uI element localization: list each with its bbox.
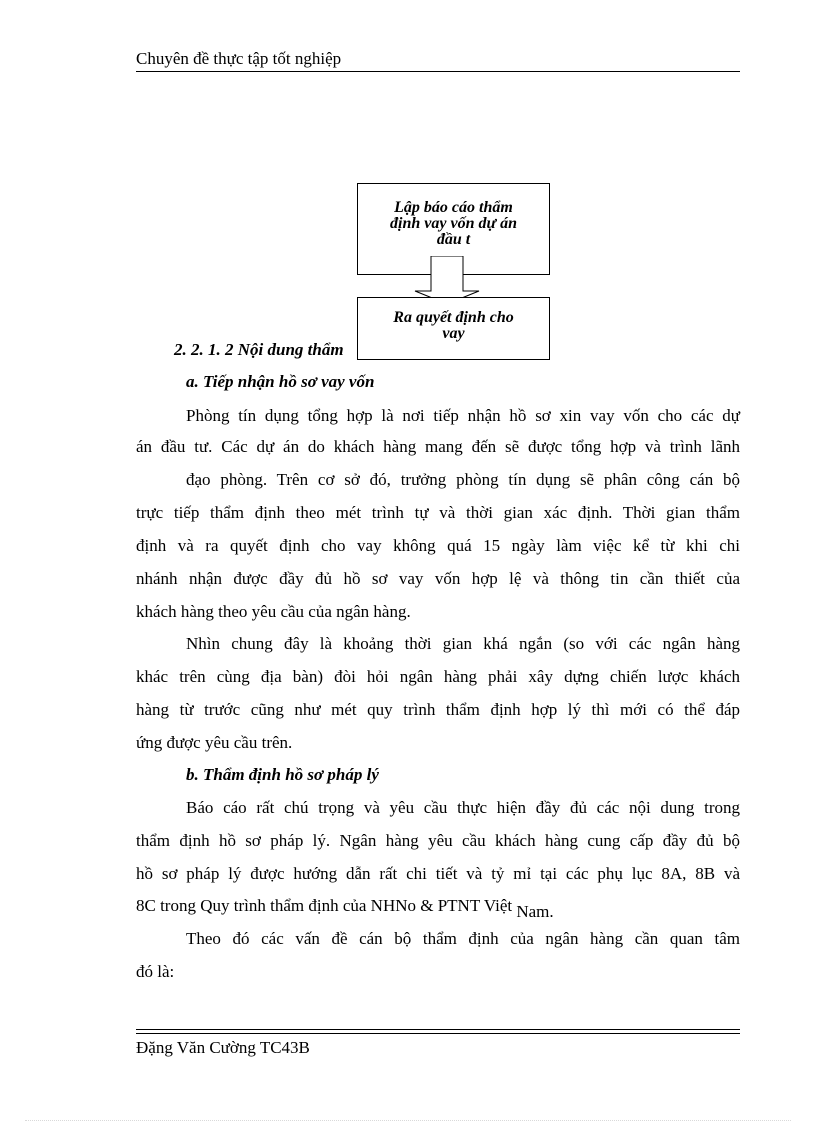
paragraph-line: định và ra quyết định cho vay không quá 15 ngày làm việc kể từ khi chi: [136, 536, 740, 555]
flowchart-box-line: vay: [442, 325, 465, 342]
paragraph-line: Phòng tín dụng tổng hợp là nơi tiếp nhận hồ sơ xin vay vốn cho các dự: [186, 406, 740, 425]
paragraph-line: Báo cáo rất chú trọng và yêu cầu thực hiện đầy đủ các nội dung trong: [186, 798, 740, 817]
page-footer-author: Đặng Văn Cường TC43B: [136, 1038, 310, 1057]
paragraph-line: đó là:: [136, 962, 175, 981]
paragraph-line: nhánh nhận được đầy đủ hồ sơ vay vốn hợp lệ và thông tin cần thiết của: [136, 569, 740, 588]
flowchart-overlay: [357, 297, 550, 360]
section-heading: 2. 2. 1. 2 Nội dung thẩm: [174, 340, 344, 359]
paragraph-text: 8C trong Quy trình thẩm định của NHNo & PTNT Việt: [136, 896, 513, 915]
page-header-title: Chuyên đề thực tập tốt nghiệp: [136, 49, 342, 68]
flowchart-box-line: định vay vốn dự án: [390, 215, 517, 232]
paragraph-line: trực tiếp thẩm định theo mét trình tự và thời gian xác định. Thời gian thẩm: [136, 503, 740, 522]
paragraph-line: Nhìn chung đây là khoảng thời gian khá ngắn (so với các ngân hàng: [186, 634, 740, 653]
page-edge: [25, 1120, 791, 1121]
paragraph-line: thẩm định hồ sơ pháp lý. Ngân hàng yêu cầu khách hàng cung cấp đầy đủ bộ: [136, 831, 740, 850]
flowchart-box-line: Ra quyết định cho: [393, 309, 514, 326]
subheading-b: b. Thẩm định hồ sơ pháp lý: [186, 765, 379, 784]
paragraph-line: ứng được yêu cầu trên.: [136, 733, 293, 752]
paragraph-line: hồ sơ pháp lý được hướng dẫn rất chi tiết và tỷ mỉ tại các phụ lục 8A, 8B và: [136, 864, 740, 883]
subheading-a: a. Tiếp nhận hồ sơ vay vốn: [186, 372, 375, 391]
paragraph-line: đạo phòng. Trên cơ sở đó, trưởng phòng tín dụng sẽ phân công cán bộ: [186, 470, 740, 489]
header-rule: [136, 71, 740, 72]
paragraph-line: án đầu tư. Các dự án do khách hàng mang đến sẽ được tổng hợp và trình lãnh: [136, 437, 740, 456]
paragraph-text-tail: Nam.: [516, 902, 554, 921]
paragraph-line: khác trên cùng địa bàn) đòi hỏi ngân hàng phải xây dựng chiến lược khách: [136, 667, 740, 686]
paragraph-line: khách hàng theo yêu cầu của ngân hàng.: [136, 602, 411, 621]
flowchart-box-line: Lập báo cáo thẩm: [394, 199, 513, 216]
footer-rule: [136, 1029, 740, 1030]
paragraph-line: [136, 896, 554, 921]
paragraph-line: hàng từ trước cũng như mét quy trình thẩm định hợp lý thì mới có thể đáp: [136, 700, 740, 719]
paragraph-line: Theo đó các vấn đề cán bộ thẩm định của ngân hàng cần quan tâm: [186, 929, 740, 948]
footer-rule: [136, 1033, 740, 1034]
flowchart-box-line: đầu t: [436, 231, 471, 248]
